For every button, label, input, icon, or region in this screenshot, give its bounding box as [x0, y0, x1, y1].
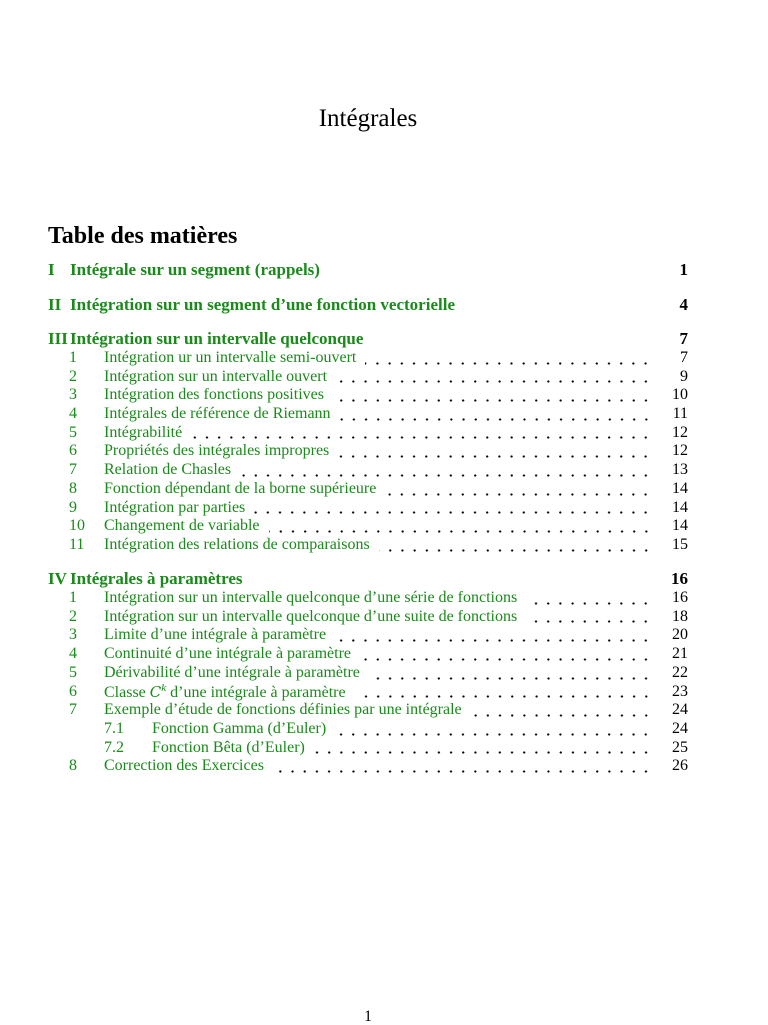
entry-title[interactable]: Intégration sur un intervalle quelconque d’une suite de fonctions	[104, 607, 518, 625]
part-numeral[interactable]: III	[48, 329, 68, 348]
dot-leader	[385, 480, 652, 499]
toc-entry[interactable]	[69, 683, 688, 702]
part-spacer	[363, 329, 679, 349]
entry-page-number: 22	[672, 663, 688, 681]
toc-entry[interactable]	[69, 499, 688, 518]
entry-page-number: 24	[672, 701, 688, 719]
entry-page-number: 13	[672, 461, 688, 479]
toc-part-link[interactable]	[48, 295, 688, 315]
toc-subentry[interactable]	[104, 720, 688, 739]
entry-number[interactable]: 8	[69, 757, 77, 775]
entry-title[interactable]: Relation de Chasles	[104, 461, 232, 479]
dot-leader	[365, 349, 652, 368]
entry-page-number: 21	[672, 645, 688, 663]
part-title[interactable]: Intégrales à paramètres	[70, 569, 243, 589]
dot-leader	[526, 589, 652, 608]
entry-number[interactable]: 4	[69, 645, 77, 663]
document-title: Intégrales	[318, 105, 418, 132]
entry-title[interactable]: Changement de variable	[104, 517, 260, 535]
subentry-page-number: 25	[672, 738, 688, 756]
entry-number[interactable]: 2	[69, 607, 77, 625]
dot-leader	[240, 461, 652, 480]
toc-entry[interactable]	[69, 626, 688, 645]
toc-entry[interactable]	[69, 424, 688, 443]
entry-page-number: 14	[672, 517, 688, 535]
part-page-number: 7	[679, 329, 688, 348]
superscript-k[interactable]: k	[161, 681, 167, 694]
part-spacer	[455, 295, 680, 315]
entry-number[interactable]: 3	[69, 626, 77, 644]
entry-title[interactable]	[104, 683, 346, 702]
part-spacer	[320, 260, 680, 280]
entry-number[interactable]: 4	[69, 405, 77, 423]
dot-leader	[335, 720, 652, 739]
entry-title[interactable]: Intégration des fonctions positives	[104, 386, 324, 404]
entry-page-number: 12	[672, 442, 688, 460]
entry-title-suffix[interactable]: d’une intégrale à paramètre	[166, 683, 346, 701]
entry-title[interactable]: Intégration sur un intervalle ouvert	[104, 367, 328, 385]
part-title[interactable]: Intégration sur un segment d’une fonction vectorielle	[70, 294, 455, 314]
entry-title[interactable]: Intégration sur un intervalle quelconque d’une série de fonctions	[104, 589, 518, 607]
dot-leader	[379, 536, 652, 555]
toc-entry[interactable]	[69, 368, 688, 387]
part-numeral[interactable]: I	[48, 260, 55, 279]
part-spacer	[242, 569, 671, 589]
entry-number[interactable]: 9	[69, 498, 77, 516]
toc-entry[interactable]	[69, 589, 688, 608]
entry-number[interactable]: 5	[69, 423, 77, 441]
entry-title[interactable]: Intégration par parties	[104, 498, 246, 516]
part-title[interactable]: Intégrale sur un segment (rappels)	[70, 260, 320, 279]
toc-entry[interactable]	[69, 349, 688, 368]
entry-title[interactable]: Intégration des relations de comparaisons	[104, 535, 370, 553]
entry-title[interactable]: Intégrales de référence de Riemann	[104, 405, 331, 423]
entry-page-number: 12	[672, 423, 688, 441]
toc-entry[interactable]	[69, 757, 688, 776]
dot-leader	[273, 757, 652, 776]
entry-number[interactable]: 1	[69, 349, 77, 366]
entry-number[interactable]: 6	[69, 682, 77, 700]
dot-leader	[340, 405, 652, 424]
entry-page-number: 10	[672, 386, 688, 404]
entry-number[interactable]: 7	[69, 701, 77, 719]
entry-title[interactable]: Intégration ur un intervalle semi-ouvert	[104, 349, 357, 366]
toc-entry[interactable]	[69, 645, 688, 664]
dot-leader	[336, 368, 652, 387]
entry-title[interactable]: Fonction dépendant de la borne supérieure	[104, 479, 377, 497]
entry-title[interactable]: Dérivabilité d’une intégrale à paramètre	[104, 663, 360, 681]
subentry-number[interactable]: 7.2	[104, 738, 124, 756]
entry-page-number: 16	[672, 589, 688, 607]
toc-part-link[interactable]	[48, 569, 688, 589]
toc-heading: Table des matières	[48, 223, 238, 249]
entry-page-number: 18	[672, 607, 688, 625]
entry-page-number: 26	[672, 757, 688, 775]
dot-leader	[526, 608, 652, 627]
dot-leader	[360, 645, 652, 664]
entry-page-number: 14	[672, 498, 688, 516]
entry-page-number: 7	[680, 349, 688, 366]
entry-page-number: 23	[672, 682, 688, 700]
toc-part-i	[48, 260, 688, 280]
toc-entry[interactable]	[69, 536, 688, 555]
dot-leader	[355, 683, 652, 702]
part-page-number: 16	[671, 569, 688, 589]
dot-leader	[333, 386, 652, 405]
entry-title-prefix[interactable]: Classe	[104, 683, 150, 701]
entry-page-number: 20	[672, 626, 688, 644]
dot-leader	[191, 424, 652, 443]
part-numeral[interactable]: II	[48, 294, 62, 314]
entry-number[interactable]: 7	[69, 461, 77, 479]
table-of-contents	[48, 260, 688, 776]
subentry-number[interactable]: 7.1	[104, 719, 124, 737]
dot-leader	[338, 442, 652, 461]
calligraphic-c-symbol[interactable]: C	[149, 682, 162, 701]
entry-title[interactable]: Propriétés des intégrales impropres	[104, 442, 330, 460]
page-footer-number: 1	[364, 1008, 372, 1025]
entry-number[interactable]: 6	[69, 442, 77, 460]
dot-leader	[471, 701, 652, 720]
entry-title[interactable]: Intégrabilité	[104, 423, 183, 441]
entry-number[interactable]: 3	[69, 386, 77, 404]
part-page-number: 4	[679, 294, 688, 314]
toc-entry[interactable]	[69, 701, 688, 720]
entry-number[interactable]: 10	[69, 517, 85, 535]
part-numeral[interactable]: IV	[48, 569, 67, 589]
toc-entry[interactable]	[69, 608, 688, 627]
dot-leader	[269, 517, 653, 536]
entry-page-number: 9	[680, 367, 688, 385]
entry-title[interactable]: Continuité d’une intégrale à paramètre	[104, 645, 352, 663]
entry-number[interactable]: 2	[69, 367, 77, 385]
toc-subentry[interactable]	[104, 739, 688, 758]
toc-entry[interactable]	[69, 517, 688, 536]
entry-number[interactable]: 5	[69, 663, 77, 681]
entry-title[interactable]: Correction des Exercices	[104, 757, 264, 775]
entry-number[interactable]: 1	[69, 589, 77, 607]
part-title[interactable]: Intégration sur un intervalle quelconque	[70, 329, 364, 348]
toc-entry[interactable]	[69, 386, 688, 405]
entry-number[interactable]: 8	[69, 479, 77, 497]
dot-leader	[335, 626, 652, 645]
dot-leader	[254, 499, 652, 518]
toc-part-link[interactable]	[48, 329, 688, 349]
entry-page-number: 11	[672, 405, 688, 423]
toc-entry[interactable]	[69, 405, 688, 424]
subentry-page-number: 24	[672, 719, 688, 737]
entry-page-number: 15	[672, 535, 688, 553]
subentry-title[interactable]: Fonction Bêta (d’Euler)	[152, 738, 305, 756]
dot-leader	[314, 739, 652, 758]
toc-part-iv	[48, 569, 688, 776]
entry-page-number: 14	[672, 479, 688, 497]
toc-entry[interactable]	[69, 664, 688, 683]
subentry-title[interactable]: Fonction Gamma (d’Euler)	[152, 719, 327, 737]
toc-entry[interactable]	[69, 442, 688, 461]
entry-title[interactable]: Exemple d’étude de fonctions définies par une intégrale	[104, 701, 462, 719]
dot-leader	[369, 664, 652, 683]
toc-entry[interactable]	[69, 480, 688, 499]
entry-title[interactable]: Limite d’une intégrale à paramètre	[104, 626, 327, 644]
toc-part-iii	[48, 329, 688, 555]
part-page-number: 1	[679, 260, 688, 279]
entry-number[interactable]: 11	[69, 535, 85, 553]
toc-part-ii	[48, 295, 688, 315]
toc-entry[interactable]	[69, 461, 688, 480]
toc-part-link[interactable]	[48, 260, 688, 280]
